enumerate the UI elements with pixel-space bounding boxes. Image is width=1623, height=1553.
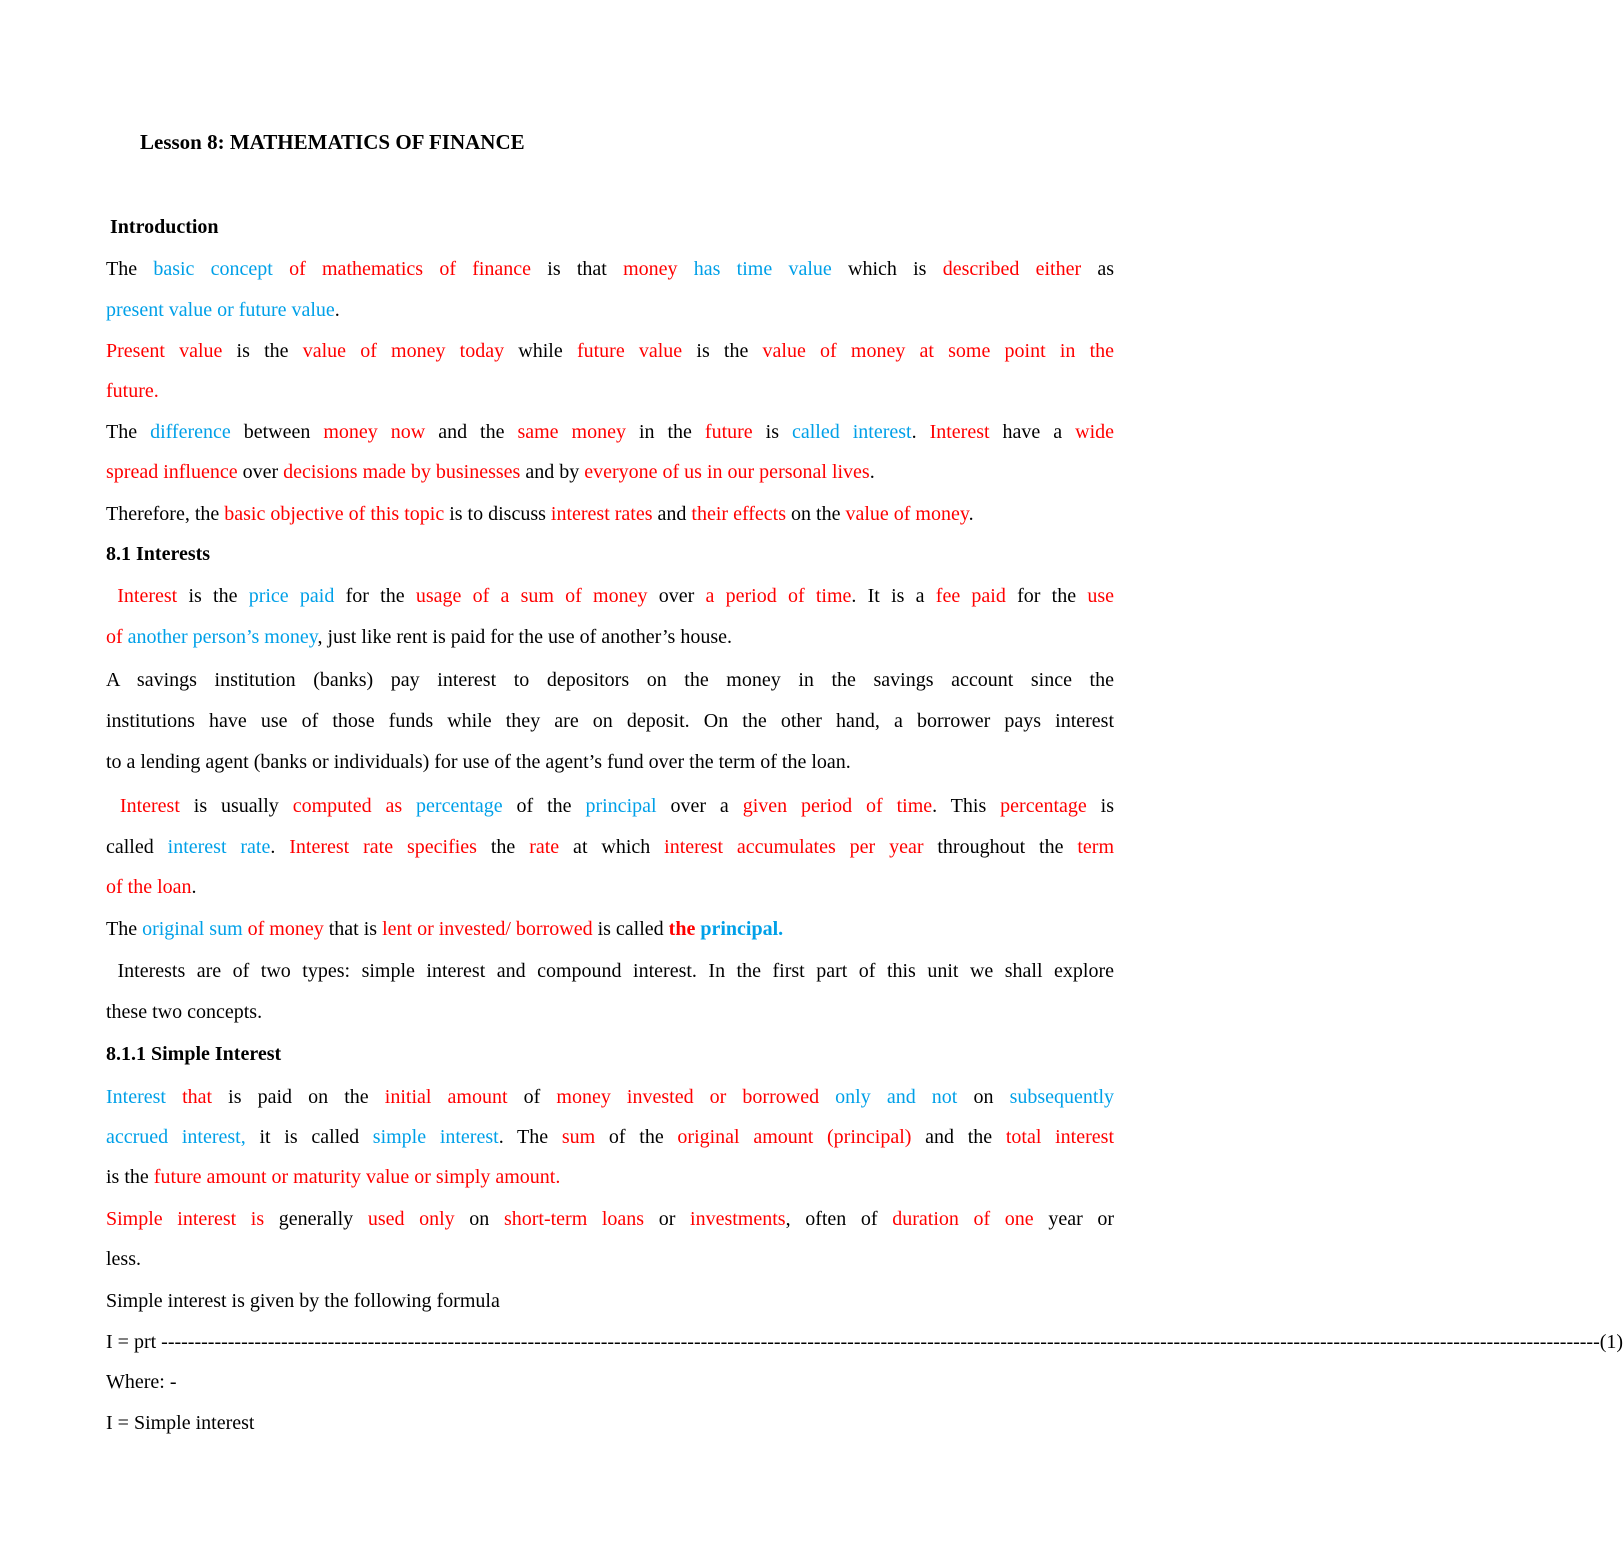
text-run: . [968, 503, 974, 525]
text-run: money now [323, 421, 426, 443]
text-run: . [191, 876, 197, 898]
text-run: Interest [106, 1086, 166, 1108]
text-run: over [647, 585, 706, 607]
text-run: Present value [106, 340, 223, 362]
text-run: difference [150, 421, 231, 443]
text-run: . [270, 836, 290, 858]
text-run: is the [177, 585, 249, 607]
text-run: interest rate [167, 836, 271, 858]
section-8-1-paragraph-2-line-1 [106, 668, 1114, 692]
text-run: only and not [819, 1086, 958, 1108]
text-run: of [106, 626, 128, 648]
text-run: of mathematics of finance [272, 258, 532, 280]
text-run: Interest rate specifies [289, 836, 477, 858]
text-run: is the [106, 1166, 154, 1188]
text-run: interest rates [550, 503, 653, 525]
text-run: usage of a sum of money [415, 585, 648, 607]
text-run: Interest [106, 585, 178, 607]
section-8-1-paragraph-3-line-3 [106, 875, 1114, 899]
section-8-1-1-paragraph-1-line-3 [106, 1165, 1114, 1189]
text-run: . It is a [851, 585, 936, 607]
text-run: subsequently [1009, 1086, 1114, 1108]
text-run: is usually [179, 795, 293, 817]
text-run: money invested or borrowed [556, 1086, 820, 1108]
formula-number: (1) [1599, 1331, 1623, 1353]
text-run: to a lending agent (banks or individuals) for use of the agent’s fund over the term of the loan. [106, 751, 851, 773]
text-run: on [454, 1208, 504, 1230]
text-run: the [476, 836, 530, 858]
text-run: has time value [677, 258, 832, 280]
intro-paragraph-1-line-1 [106, 257, 1114, 281]
intro-paragraph-2-line-2 [106, 379, 1114, 403]
text-run: is [1086, 795, 1115, 817]
section-8-1-paragraph-3-line-2 [106, 835, 1114, 859]
text-run: Interest [929, 421, 990, 443]
text-run: called interest [791, 421, 912, 443]
text-run: for the [334, 585, 416, 607]
text-run: value of money at some point in the [762, 340, 1115, 362]
text-run: computed as [292, 795, 403, 817]
section-8-1-paragraph-2-line-2 [106, 709, 1114, 733]
text-run: term [1077, 836, 1115, 858]
text-run: accrued interest, [106, 1126, 246, 1148]
text-run: initial amount [384, 1086, 508, 1108]
text-run: value of money [845, 503, 969, 525]
text-run: between [230, 421, 324, 443]
text-run: percentage [416, 795, 503, 817]
text-run: for the [1005, 585, 1088, 607]
section-8-1-paragraph-5-line-1 [106, 959, 1114, 983]
text-run: decisions made by businesses [283, 461, 521, 483]
formula-dashes: ------------------------------------------------------------------------------------------------------------------------------------------------------------------------------------------------------------------------ [161, 1331, 1600, 1353]
text-run: is called [592, 918, 669, 940]
text-run: future amount or maturity value or simply amount. [153, 1166, 561, 1188]
formula-intro: Simple interest is given by the following formula [106, 1290, 500, 1312]
text-run: of [507, 1086, 557, 1108]
text-run: lent or invested/ borrowed [382, 918, 593, 940]
section-8-1-paragraph-2-line-3 [106, 750, 1114, 774]
text-run: . [334, 299, 340, 321]
heading-introduction: Introduction [110, 216, 219, 238]
text-run: and the [911, 1126, 1006, 1148]
section-8-1-1-paragraph-2-line-1 [106, 1207, 1114, 1231]
text-run: rate [529, 836, 560, 858]
text-run: Simple interest is [106, 1208, 265, 1230]
text-run: as [1081, 258, 1115, 280]
intro-paragraph-1-line-2 [106, 298, 1114, 322]
text-run: in the [625, 421, 705, 443]
text-run: or [644, 1208, 691, 1230]
section-8-1-paragraph-3-line-1 [106, 794, 1114, 818]
text-run: percentage [1000, 795, 1087, 817]
page-title: Lesson 8: MATHEMATICS OF FINANCE [140, 130, 525, 154]
formula-lhs: I = prt [106, 1331, 162, 1353]
section-8-1-1-paragraph-1-line-1 [106, 1085, 1114, 1109]
text-run: is to discuss [444, 503, 551, 525]
text-run: price paid [248, 585, 335, 607]
section-8-1-1-paragraph-2-line-2 [106, 1247, 1114, 1271]
text-run: fee paid [935, 585, 1006, 607]
text-run: of the loan [106, 876, 192, 898]
section-8-1-paragraph-4 [106, 917, 1114, 941]
text-run: basic objective of this topic [224, 503, 445, 525]
text-run: future [704, 421, 753, 443]
text-run: principal [585, 795, 657, 817]
text-run: interest accumulates per year [664, 836, 924, 858]
text-run: of money [242, 918, 324, 940]
text-run: short-term loans [503, 1208, 645, 1230]
section-8-1-paragraph-1-line-1 [106, 584, 1114, 608]
text-run: present value or future value [106, 299, 335, 321]
text-run: A savings institution (banks) pay interest to depositors on the money in the savings account since the [106, 669, 1114, 691]
text-run: have a [989, 421, 1076, 443]
definition-simple-interest: I = Simple interest [106, 1412, 255, 1434]
text-run: which is [831, 258, 943, 280]
text-run: original amount (principal) [677, 1126, 912, 1148]
text-run: called [106, 836, 168, 858]
text-run: their effects [691, 503, 787, 525]
text-run: over a [656, 795, 743, 817]
text-run: that [165, 1086, 213, 1108]
text-run: is paid on the [212, 1086, 385, 1108]
text-run: wide [1075, 421, 1115, 443]
formula-line [106, 1330, 1623, 1354]
intro-paragraph-3-line-2 [106, 460, 1114, 484]
text-run: sum [561, 1126, 596, 1148]
text-run: original sum [142, 918, 243, 940]
section-8-1-1-paragraph-1-line-2 [106, 1125, 1114, 1149]
text-run: a period of time [705, 585, 852, 607]
text-run: future value [576, 340, 683, 362]
intro-paragraph-4 [106, 502, 1114, 526]
text-run: The [106, 258, 154, 280]
text-run: institutions have use of those funds while they are on deposit. On the other hand, a borrower pays interest [106, 710, 1114, 732]
text-run: The [106, 421, 151, 443]
text-run: over [237, 461, 284, 483]
text-run: duration of one [892, 1208, 1034, 1230]
text-run: generally [264, 1208, 368, 1230]
text-run: . [869, 461, 875, 483]
text-run: while [504, 340, 577, 362]
text-run: , just like rent is paid for the use of another’s house. [317, 626, 732, 648]
text-run: spread influence [106, 461, 238, 483]
text-run: is that [531, 258, 624, 280]
text-run: another person’s money [127, 626, 318, 648]
where-label: Where: - [106, 1371, 177, 1393]
text-run: , often of [785, 1208, 893, 1230]
text-run: and the [425, 421, 518, 443]
text-run: it is called [245, 1126, 373, 1148]
text-run: Interests are of two types: simple interest and compound interest. In the first part of this unit we shall explore [106, 960, 1114, 982]
text-run: is the [682, 340, 763, 362]
text-run: is the [222, 340, 303, 362]
text-run: simple interest [372, 1126, 499, 1148]
heading-8-1-1: 8.1.1 Simple Interest [106, 1043, 282, 1065]
text-run: The [106, 918, 143, 940]
text-run: everyone of us in our personal lives [584, 461, 870, 483]
text-run: throughout the [923, 836, 1078, 858]
text-run: money [623, 258, 678, 280]
text-run: on [957, 1086, 1010, 1108]
text-run: basic concept [153, 258, 273, 280]
section-8-1-paragraph-5-line-2 [106, 1000, 1114, 1024]
text-run: these two concepts. [106, 1001, 263, 1023]
text-run: on the [786, 503, 846, 525]
text-run: of the [502, 795, 586, 817]
text-run: total interest [1005, 1126, 1114, 1148]
text-run: value of money today [302, 340, 505, 362]
intro-paragraph-2-line-1 [106, 339, 1114, 363]
text-run: . The [498, 1126, 562, 1148]
text-run: year or [1033, 1208, 1115, 1230]
heading-8-1: 8.1 Interests [106, 543, 211, 565]
text-run: and [652, 503, 692, 525]
text-run: . This [932, 795, 1001, 817]
text-run: principal. [700, 918, 784, 940]
text-run: investments [690, 1208, 786, 1230]
text-run: Interest [106, 795, 180, 817]
text-run: at which [559, 836, 665, 858]
text-run: that is [323, 918, 383, 940]
text-run: . [911, 421, 930, 443]
text-run: use [1087, 585, 1115, 607]
text-run: used only [367, 1208, 455, 1230]
text-run: is [752, 421, 792, 443]
text-run: future. [106, 380, 159, 402]
text-run: same money [517, 421, 626, 443]
text-run: given period of time [742, 795, 933, 817]
text-run [402, 795, 416, 817]
intro-paragraph-3-line-1 [106, 420, 1114, 444]
text-run: less. [106, 1248, 141, 1270]
text-run: described either [942, 258, 1082, 280]
text-run: Therefore, the [106, 503, 225, 525]
text-run: of the [595, 1126, 678, 1148]
text-run: and by [520, 461, 585, 483]
section-8-1-paragraph-1-line-2 [106, 625, 1114, 649]
text-run: the [668, 918, 701, 940]
